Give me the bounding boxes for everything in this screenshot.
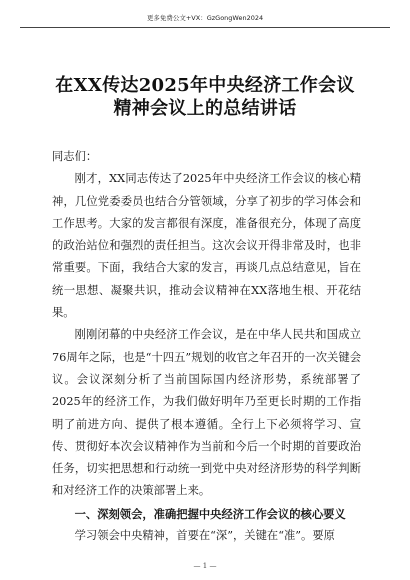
document-title: 在XX传达2025年中央经济工作会议精神会议上的总结讲话 bbox=[55, 75, 355, 119]
body-paragraph: 学习领会中央精神，首要在“深”，关键在“准”。要原 bbox=[74, 529, 335, 543]
page-number: — 1 — bbox=[193, 562, 217, 570]
salutation: 同志们： bbox=[52, 150, 98, 163]
page-header: 更多免费公文+VX：GzGongWen2024 bbox=[146, 14, 264, 22]
document-body bbox=[52, 146, 361, 547]
body-paragraph: 刚才，XX同志传达了2025年中央经济工作会议的核心精神，几位党委委员也结合分管领域，分享了初步的学习体会和工作思考。大家的发言都很有深度，准备很充分，体现了高度的政治站位和强烈的责任担当。这次会议开得非常及时，也非常重要。下面，我结合大家的发言，再谈几点总结意见，旨在统一思想、凝聚共识，推动会议精神在XX落地生根、开花结果。 bbox=[52, 172, 361, 320]
section-heading: 一、深刻领会，准确把握中央经济工作会议的核心要义 bbox=[74, 506, 346, 521]
body-paragraph: 刚刚闭幕的中央经济工作会议，是在中华人民共和国成立76周年之际，也是“十四五”规划的收官之年召开的一次关键会议。会议深刻分析了当前国际国内经济形势，系统部署了2025年的经济工作，为我们做好明年乃至更长时期的工作指明了前进方向、提供了根本遵循。全行上下必须将学习、宣传、贯彻好本次会议精神作为当前和今后一个时期的首要政治任务，切实把思想和行动统一到党中央对经济形势的科学判断和对经济工作的决策部署上来。 bbox=[52, 328, 361, 498]
header-divider bbox=[20, 27, 390, 28]
